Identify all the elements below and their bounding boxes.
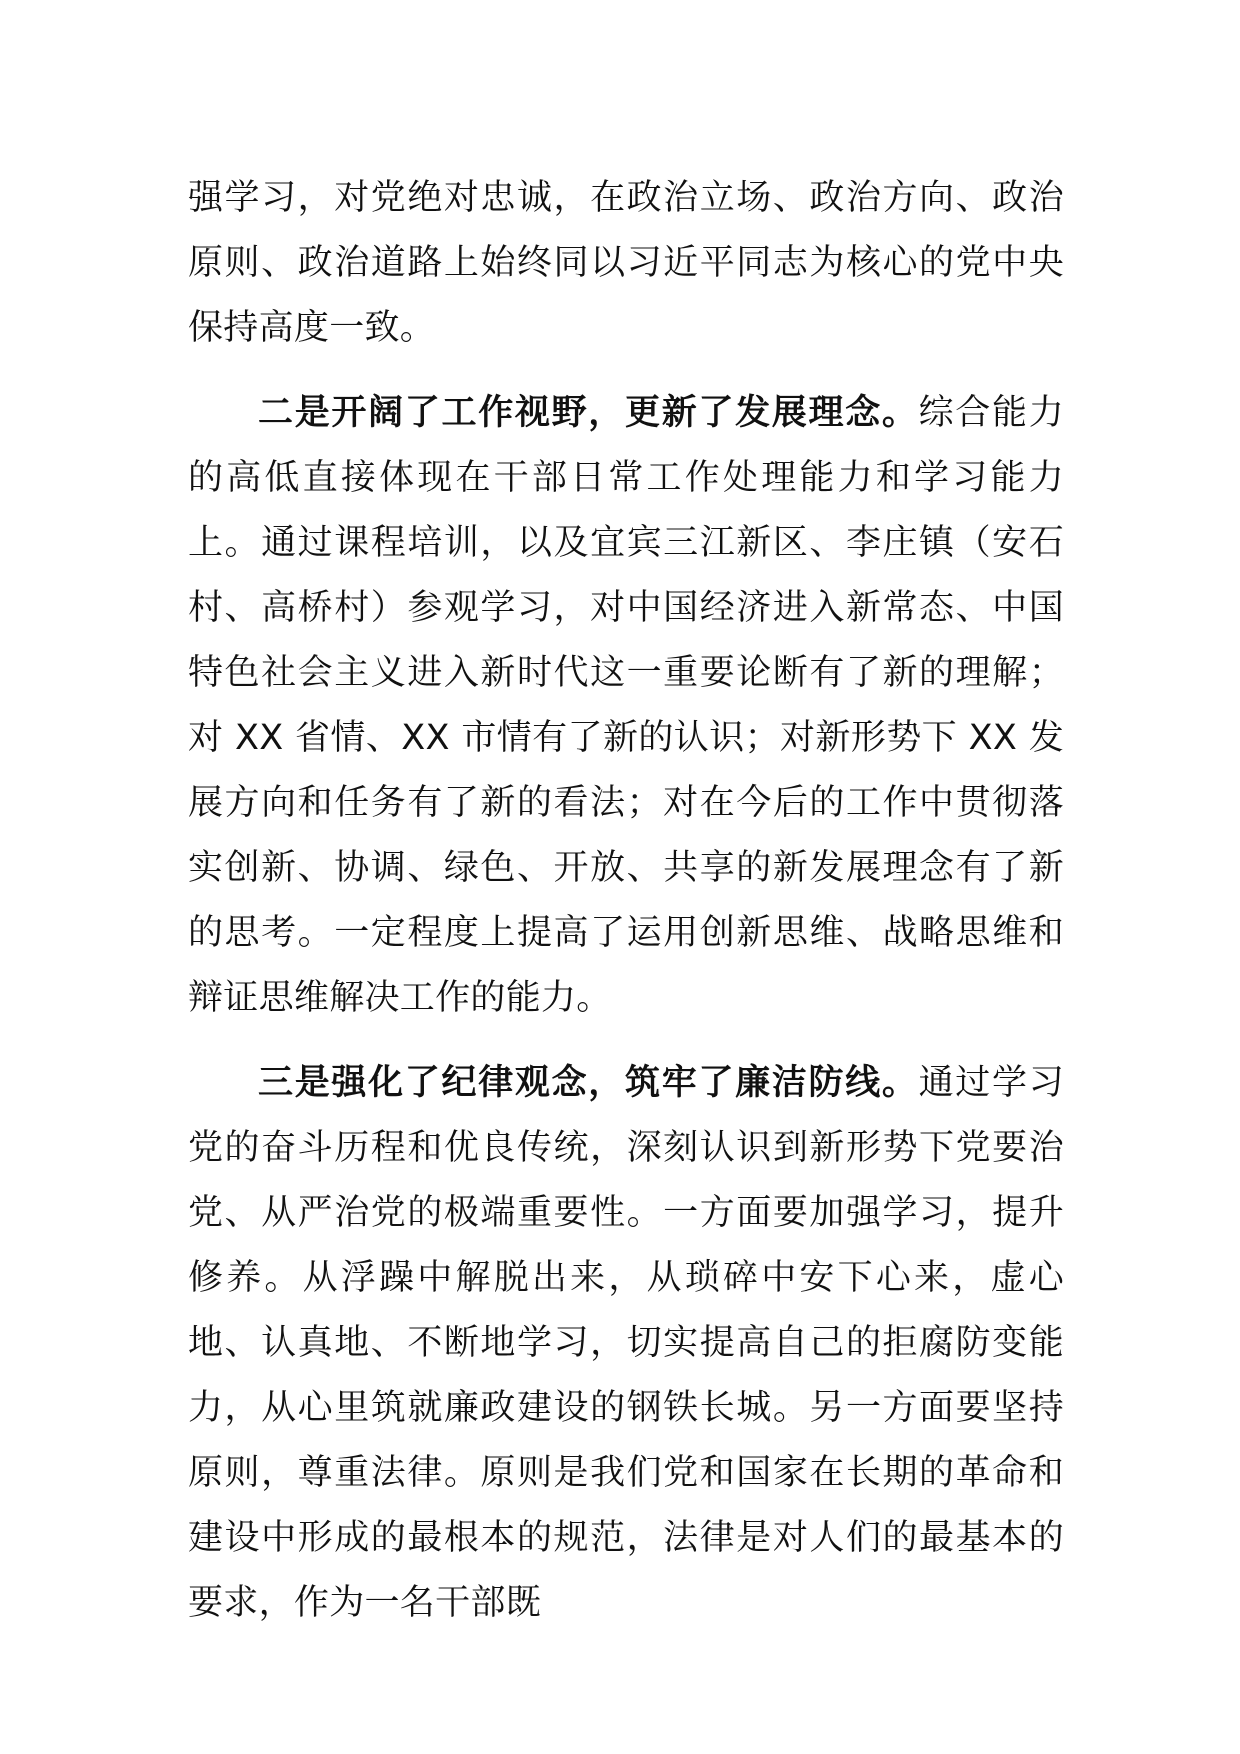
document-body [188,166,1064,1656]
paragraph-lead: 三是强化了纪律观念，筑牢了廉洁防线。 [258,1063,919,1103]
paragraph-point-two [188,381,1064,1031]
paragraph-point-three [188,1051,1064,1636]
paragraph-lead: 二是开阔了工作视野，更新了发展理念。 [258,393,919,433]
paragraph-text: 综合能力的高低直接体现在干部日常工作处理能力和学习能力上。通过课程培训，以及宜宾三江新区、李庄镇（安石村、高桥村）参观学习，对中国经济进入新常态、中国特色社会主义进入新时代这一重要论断有了新的理解；对 XX 省情、XX 市情有了新的认识；对新形势下 XX 发展方向和任务有了新的看法；对在今后的工作中贯彻落实创新、协调、绿色、开放、共享的新发展理念有了新的思考。一定程度上提高了运用创新思维、战略思维和辩证思维解决工作的能力。 [188,393,1064,1018]
paragraph-text: 强学习，对党绝对忠诚，在政治立场、政治方向、政治原则、政治道路上始终同以习近平同志为核心的党中央保持高度一致。 [188,178,1064,348]
paragraph-continuation [188,166,1064,361]
paragraph-text: 通过学习党的奋斗历程和优良传统，深刻认识到新形势下党要治党、从严治党的极端重要性。一方面要加强学习，提升修养。从浮躁中解脱出来，从琐碎中安下心来，虚心地、认真地、不断地学习，切实提高自己的拒腐防变能力，从心里筑就廉政建设的钢铁长城。另一方面要坚持原则，尊重法律。原则是我们党和国家在长期的革命和建设中形成的最根本的规范，法律是对人们的最基本的要求，作为一名干部既 [188,1063,1064,1623]
